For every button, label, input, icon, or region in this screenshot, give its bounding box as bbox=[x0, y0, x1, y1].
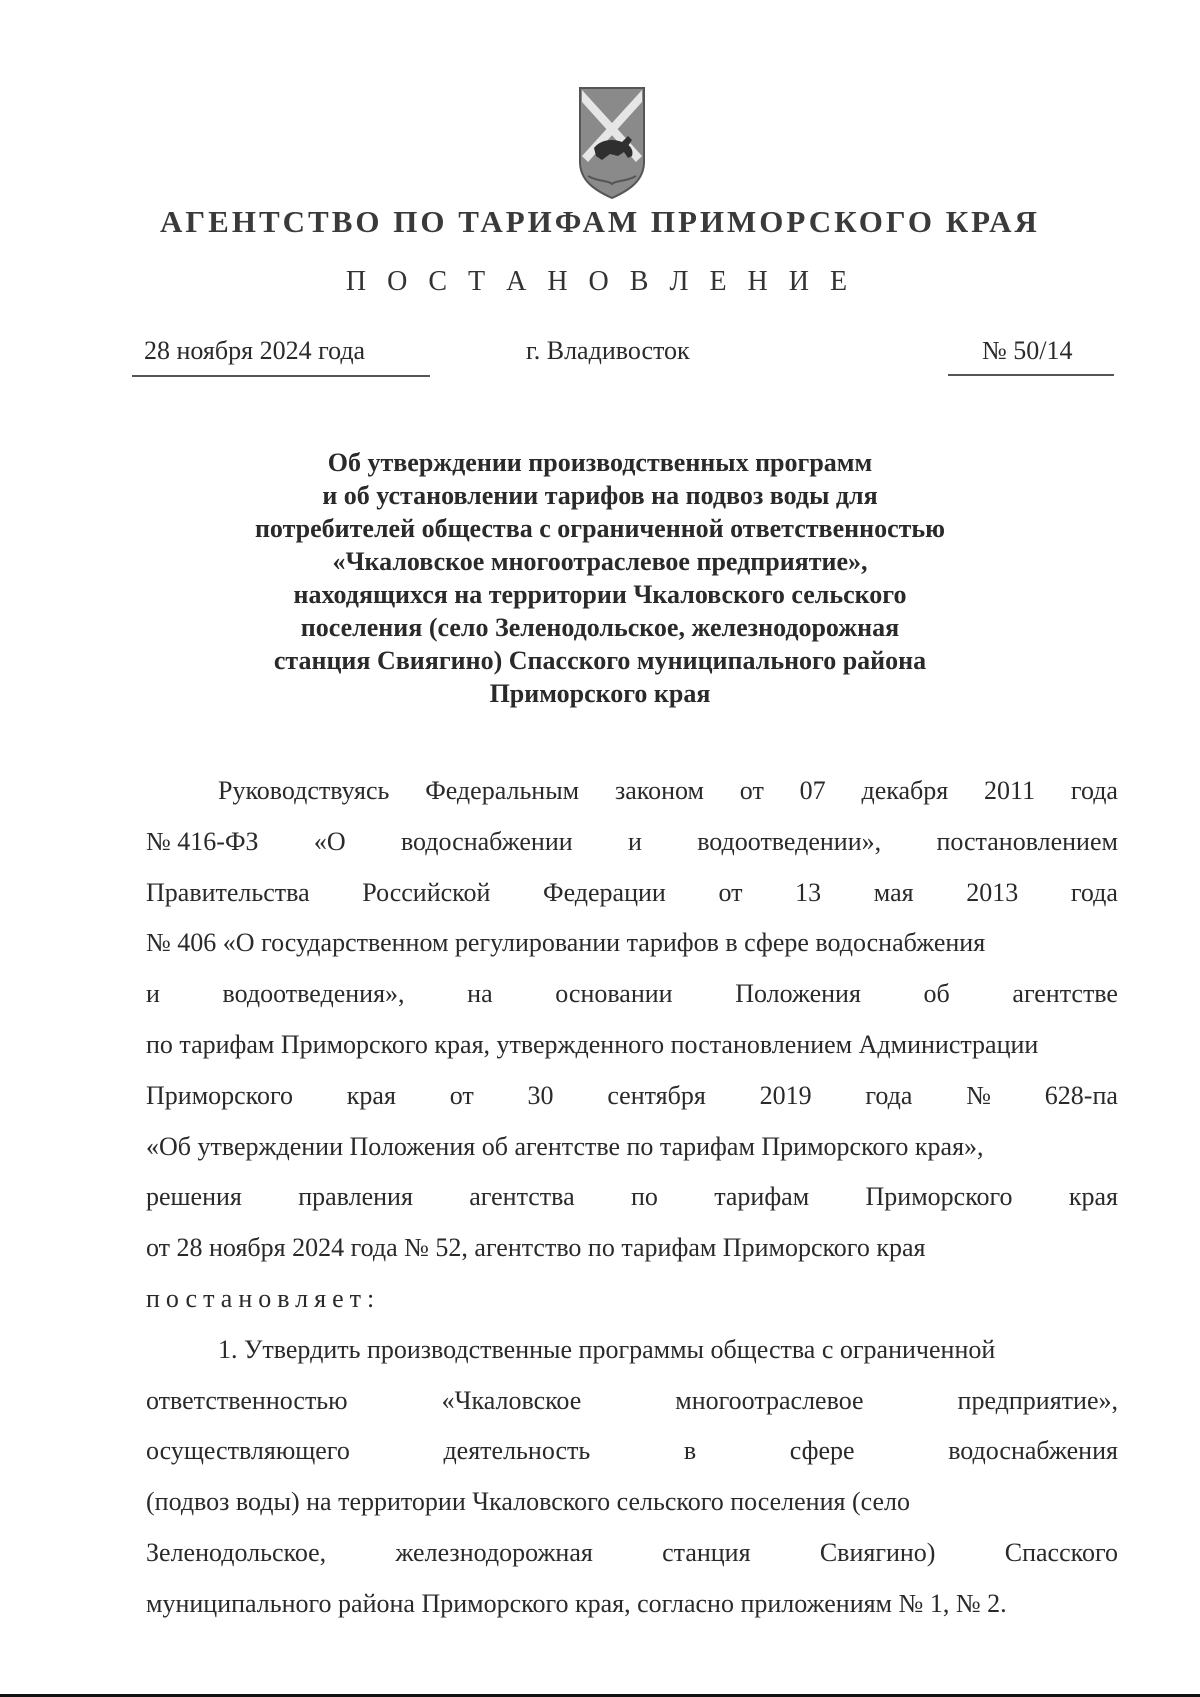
body-word: агентстве bbox=[1012, 979, 1118, 1009]
body-word: законом bbox=[614, 776, 704, 805]
title-line: потребителей общества с ограниченной ответственностью bbox=[254, 514, 946, 543]
document-city: г. Владивосток bbox=[526, 336, 690, 365]
body-line bbox=[146, 1274, 1118, 1325]
body-line bbox=[146, 1426, 1118, 1477]
body-line bbox=[146, 1071, 1118, 1122]
body-word: «Об утверждении Положения об агентстве по тарифам Приморского края», bbox=[146, 1131, 984, 1161]
body-word: 628-па bbox=[1044, 1080, 1118, 1110]
body-word: водоснабжения bbox=[948, 1436, 1118, 1466]
body-word: Зеленодольское, bbox=[146, 1537, 327, 1567]
body-word: «О bbox=[313, 826, 346, 856]
body-word: Российской bbox=[362, 877, 491, 907]
body-line bbox=[146, 1528, 1118, 1579]
body-line bbox=[146, 766, 1118, 817]
agency-name: АГЕНТСТВО ПО ТАРИФАМ ПРИМОРСКОГО КРАЯ bbox=[160, 204, 1040, 239]
body-word: № bbox=[966, 1080, 991, 1110]
body-word: многоотраслевое bbox=[675, 1385, 864, 1415]
body-word: Правительства bbox=[146, 877, 310, 907]
body-word: Приморского bbox=[146, 1080, 294, 1110]
body-word: агентства bbox=[469, 1182, 575, 1212]
body-word: основании bbox=[555, 979, 673, 1009]
body-word: муниципального района Приморского края, согласно приложениям № 1, № 2. bbox=[146, 1588, 1007, 1618]
body-word: Свиягино) bbox=[819, 1537, 936, 1567]
body-word: постановлением bbox=[936, 826, 1118, 856]
body-word: (подвоз воды) на территории Чкаловского сельского поселения (село bbox=[146, 1487, 911, 1517]
document-date: 28 ноября 2024 года bbox=[144, 336, 366, 365]
document-body bbox=[146, 766, 1118, 1630]
body-word: железнодорожная bbox=[395, 1537, 593, 1567]
body-word: Спасского bbox=[1004, 1537, 1118, 1567]
title-line: Приморского края bbox=[489, 679, 711, 708]
body-word: «Чкаловское bbox=[441, 1385, 582, 1415]
body-word: Положения bbox=[735, 979, 861, 1009]
body-word: 30 bbox=[527, 1080, 554, 1110]
body-line bbox=[146, 868, 1118, 919]
title-line: станция Свиягино) Спасского муниципального района bbox=[273, 646, 927, 675]
body-line bbox=[146, 918, 1118, 969]
body-word: ответственностью bbox=[146, 1385, 348, 1415]
body-word: по bbox=[630, 1182, 658, 1212]
body-line bbox=[146, 817, 1118, 868]
body-word: водоотведении», bbox=[697, 826, 882, 856]
body-word: 13 bbox=[795, 877, 822, 907]
body-line bbox=[146, 1325, 1118, 1376]
body-word: решения bbox=[146, 1182, 242, 1212]
body-word: года bbox=[1070, 776, 1118, 805]
document-number: № 50/14 bbox=[982, 336, 1073, 365]
body-word: в bbox=[683, 1436, 697, 1466]
body-word: на bbox=[467, 979, 493, 1009]
body-line bbox=[146, 1020, 1118, 1071]
body-word: Федерации bbox=[543, 877, 666, 907]
title-line: находящихся на территории Чкаловского сельского bbox=[293, 580, 907, 609]
body-word: деятельность bbox=[443, 1436, 591, 1466]
body-word: года bbox=[1070, 877, 1118, 907]
body-word: сфере bbox=[789, 1436, 855, 1466]
body-word: водоотведения», bbox=[222, 979, 405, 1009]
body-word: 07 bbox=[799, 776, 826, 805]
body-word: постановляет: bbox=[146, 1283, 381, 1313]
body-word: мая bbox=[873, 877, 914, 907]
body-word: от 28 ноября 2024 года № 52, агентство по тарифам Приморского края bbox=[146, 1233, 926, 1263]
body-word: 2011 bbox=[984, 776, 1036, 805]
body-word: края bbox=[346, 1080, 396, 1110]
title-line: Об утверждении производственных программ bbox=[327, 448, 873, 477]
body-line bbox=[146, 1376, 1118, 1427]
title-line: и об установлении тарифов на подвоз воды для bbox=[322, 481, 878, 510]
body-word: № 416-ФЗ bbox=[146, 826, 259, 856]
body-word: 2019 bbox=[759, 1080, 812, 1110]
document-type: П О С Т А Н О В Л Е Н И Е bbox=[345, 266, 855, 297]
number-underline bbox=[948, 374, 1114, 376]
body-word: станция bbox=[662, 1537, 751, 1567]
body-line bbox=[146, 1172, 1118, 1223]
body-word: Руководствуясь bbox=[218, 776, 390, 805]
body-word: по тарифам Приморского края, утвержденного постановлением Администрации bbox=[146, 1029, 1039, 1059]
body-word: Приморского bbox=[865, 1182, 1013, 1212]
body-word: Федеральным bbox=[425, 776, 580, 805]
coat-of-arms-emblem bbox=[578, 86, 646, 202]
body-word: сентября bbox=[607, 1080, 706, 1110]
body-word: об bbox=[923, 979, 950, 1009]
body-line bbox=[146, 1223, 1118, 1274]
title-line: «Чкаловское многоотраслевое предприятие», bbox=[332, 547, 868, 576]
body-word: от bbox=[739, 776, 764, 805]
body-line bbox=[146, 969, 1118, 1020]
body-word: правления bbox=[298, 1182, 413, 1212]
body-word: декабря bbox=[861, 776, 949, 805]
body-word: 1. Утвердить производственные программы общества с ограниченной bbox=[218, 1334, 996, 1364]
body-word: края bbox=[1068, 1182, 1118, 1212]
body-line bbox=[146, 1477, 1118, 1528]
body-word: и bbox=[146, 979, 160, 1009]
title-line: поселения (село Зеленодольское, железнодорожная bbox=[300, 613, 900, 642]
document-title bbox=[200, 446, 1000, 710]
body-word: и bbox=[627, 826, 642, 856]
body-word: водоснабжении bbox=[400, 826, 573, 856]
date-underline bbox=[132, 375, 430, 377]
body-word: осуществляющего bbox=[146, 1436, 350, 1466]
body-word: предприятие», bbox=[957, 1385, 1118, 1415]
body-word: 2013 bbox=[966, 877, 1019, 907]
body-word: № 406 «О государственном регулировании тарифов в сфере водоснабжения bbox=[146, 928, 986, 958]
body-word: от bbox=[718, 877, 743, 907]
body-line bbox=[146, 1122, 1118, 1173]
body-word: тарифам bbox=[714, 1182, 810, 1212]
body-line bbox=[146, 1579, 1118, 1630]
body-word: года bbox=[865, 1080, 913, 1110]
body-word: от bbox=[449, 1080, 474, 1110]
